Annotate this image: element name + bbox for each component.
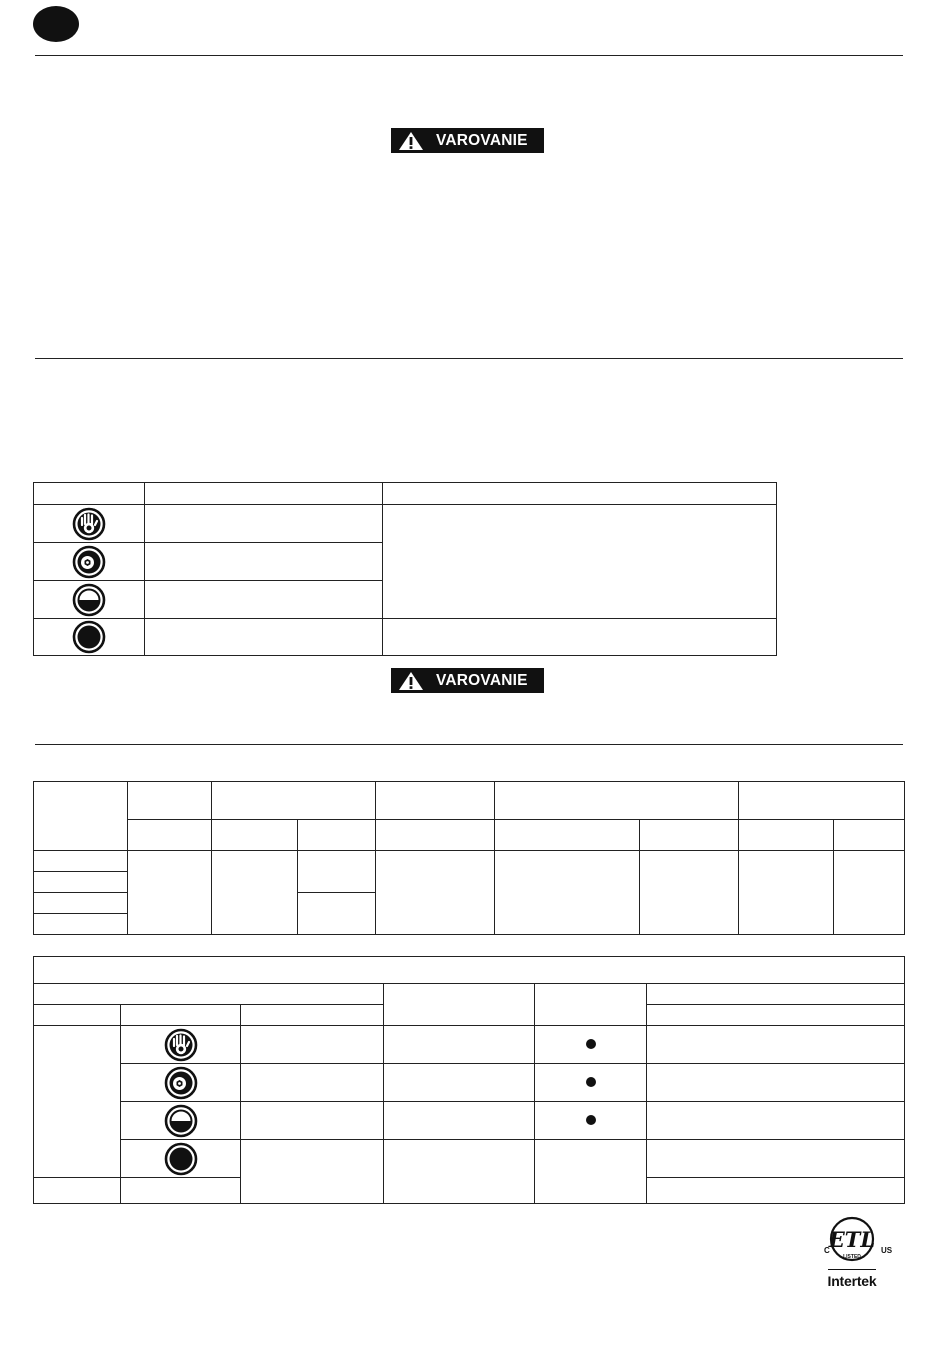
- settings-table: [33, 956, 905, 1204]
- mode-description-cell-2: [383, 619, 777, 656]
- specifications-table: [33, 781, 905, 935]
- nut-socket-icon: [164, 1066, 198, 1100]
- etl-company-name: Intertek: [827, 1273, 877, 1289]
- hand-socket-icon: [72, 507, 106, 541]
- settings-cell-1-b: [384, 1026, 535, 1064]
- hand-socket-icon: [164, 1028, 198, 1062]
- half-filled-circle-icon: [72, 583, 106, 617]
- spec-value-cell-2: [212, 851, 298, 935]
- warning-triangle-icon: [398, 131, 424, 151]
- spec-value-cell-4: [376, 851, 495, 935]
- settings-cell-2-b: [384, 1064, 535, 1102]
- settings-title-cell: [34, 957, 905, 984]
- bullet-dot-icon: [586, 1039, 596, 1049]
- settings-cell-4-c: [535, 1140, 647, 1204]
- half-filled-circle-icon: [164, 1104, 198, 1138]
- settings-cell-1-a: [241, 1026, 384, 1064]
- settings-cell-2-c: [535, 1064, 647, 1102]
- settings-header-2: [384, 984, 535, 1026]
- warning-banner-2: [391, 668, 544, 693]
- nut-socket-icon: [72, 545, 106, 579]
- settings-icon-cell-2: [121, 1064, 241, 1102]
- mode-name-cell-4: [145, 619, 383, 656]
- mode-icon-cell-4: [34, 619, 145, 656]
- mode-table-header-2: [145, 483, 383, 505]
- spec-subheader-6: [640, 820, 739, 851]
- settings-cell-4-d: [647, 1140, 905, 1178]
- spec-subheader-2: [212, 820, 298, 851]
- settings-cell-3-b: [384, 1102, 535, 1140]
- filled-circle-icon: [72, 620, 106, 654]
- mode-icon-cell-1: [34, 505, 145, 543]
- settings-icon-cell-1: [121, 1026, 241, 1064]
- spec-value-cell-7: [739, 851, 834, 935]
- etl-country-left: C: [824, 1246, 830, 1255]
- mode-table-header-1: [34, 483, 145, 505]
- settings-header-1: [34, 984, 384, 1005]
- spec-value-cell-3a: [298, 851, 376, 893]
- section-divider-1: [35, 55, 903, 56]
- settings-cell-5-a: [121, 1178, 241, 1204]
- spec-model-cell-4: [34, 914, 128, 935]
- spec-model-cell-2: [34, 872, 128, 893]
- mode-table-header-3: [383, 483, 777, 505]
- mode-icon-cell-2: [34, 543, 145, 581]
- settings-cell-3-c: [535, 1102, 647, 1140]
- mode-table: [33, 482, 777, 656]
- etl-country-right: US: [881, 1246, 893, 1255]
- mode-name-cell-1: [145, 505, 383, 543]
- language-badge: [33, 6, 79, 42]
- spec-header-6: [739, 782, 905, 820]
- section-divider-2: [35, 358, 903, 359]
- etl-listed-logo-icon: [822, 1215, 882, 1269]
- settings-model-cell-2: [34, 1178, 121, 1204]
- settings-cell-4-a: [241, 1140, 384, 1204]
- mode-name-cell-3: [145, 581, 383, 619]
- warning-label-1: VAROVANIE: [436, 131, 528, 149]
- settings-cell-2-a: [241, 1064, 384, 1102]
- mode-description-cell-1: [383, 505, 777, 619]
- filled-circle-icon: [164, 1142, 198, 1176]
- spec-subheader-1: [128, 820, 212, 851]
- settings-model-cell-1: [34, 1026, 121, 1178]
- mode-icon-cell-3: [34, 581, 145, 619]
- warning-triangle-icon: [398, 671, 424, 691]
- bullet-dot-icon: [586, 1115, 596, 1125]
- spec-subheader-4: [376, 820, 495, 851]
- etl-certification-mark: [822, 1215, 898, 1290]
- warning-banner-1: [391, 128, 544, 153]
- spec-value-cell-6: [640, 851, 739, 935]
- settings-cell-3-a: [241, 1102, 384, 1140]
- settings-subheader-1: [34, 1005, 121, 1026]
- settings-icon-cell-4: [121, 1140, 241, 1178]
- bullet-dot-icon: [586, 1077, 596, 1087]
- settings-cell-4-b: [384, 1140, 535, 1204]
- settings-cell-2-d: [647, 1064, 905, 1102]
- spec-subheader-3: [298, 820, 376, 851]
- etl-mark-text: ETL: [828, 1227, 876, 1252]
- etl-underline: [828, 1269, 876, 1270]
- settings-icon-cell-3: [121, 1102, 241, 1140]
- mode-name-cell-2: [145, 543, 383, 581]
- settings-subheader-3: [241, 1005, 384, 1026]
- spec-header-model: [34, 782, 128, 851]
- spec-model-cell-1: [34, 851, 128, 872]
- section-divider-3: [35, 744, 903, 745]
- spec-header-3: [212, 782, 376, 820]
- spec-value-cell-1: [128, 851, 212, 935]
- spec-model-cell-3: [34, 893, 128, 914]
- spec-subheader-8: [834, 820, 905, 851]
- settings-cell-1-c: [535, 1026, 647, 1064]
- spec-header-4: [376, 782, 495, 820]
- spec-value-cell-3b: [298, 893, 376, 935]
- settings-subheader-2: [121, 1005, 241, 1026]
- settings-subheader-4: [647, 1005, 905, 1026]
- warning-label-2: VAROVANIE: [436, 671, 528, 689]
- etl-listed-text: LISTED: [843, 1254, 861, 1260]
- spec-value-cell-8: [834, 851, 905, 935]
- spec-header-2: [128, 782, 212, 820]
- spec-value-cell-5: [495, 851, 640, 935]
- spec-header-5: [495, 782, 739, 820]
- settings-cell-5-d: [647, 1178, 905, 1204]
- settings-header-4: [647, 984, 905, 1005]
- settings-header-3: [535, 984, 647, 1026]
- settings-cell-3-d: [647, 1102, 905, 1140]
- spec-subheader-7: [739, 820, 834, 851]
- spec-subheader-5: [495, 820, 640, 851]
- settings-cell-1-d: [647, 1026, 905, 1064]
